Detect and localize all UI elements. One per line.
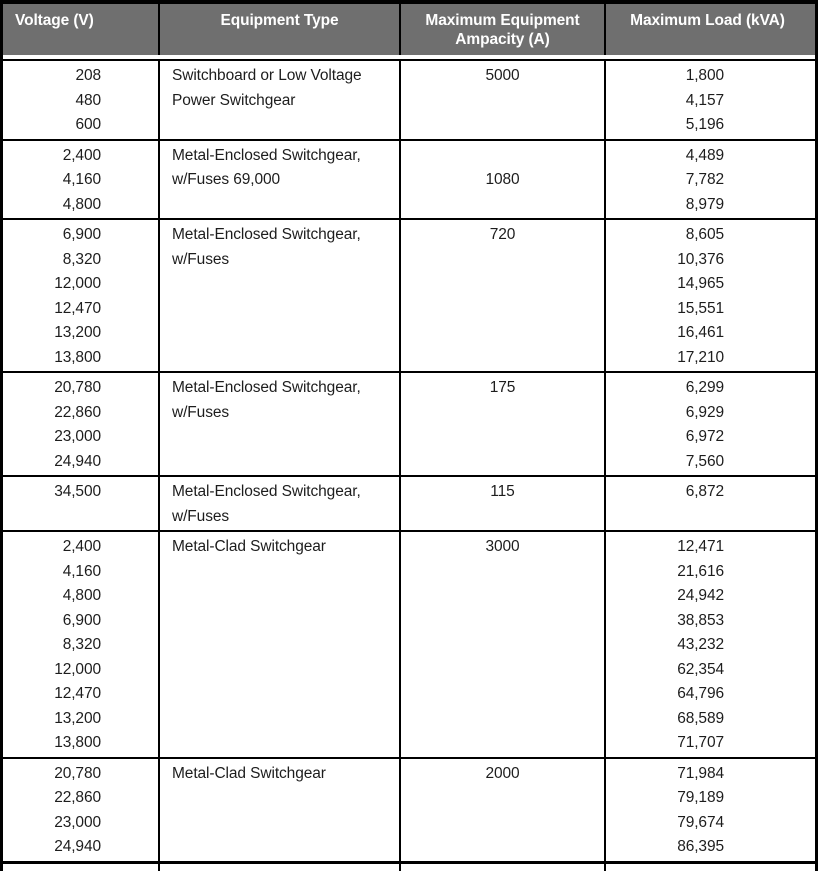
equipment-line: Power Switchgear (172, 91, 296, 109)
voltage-value: 2,400 (62, 538, 101, 555)
equipment-line: Switchboard or Low Voltage (172, 67, 362, 84)
load-value: 62,354 (677, 660, 724, 678)
voltage-value: 13,800 (54, 734, 101, 751)
header-max-ampacity: Maximum Equipment Ampacity (A) (399, 4, 604, 55)
load-value: 16,461 (677, 324, 724, 341)
voltage-value: 34,500 (54, 483, 101, 500)
header-max-load: Maximum Load (kVA) (604, 4, 809, 55)
voltage-value: 13,200 (54, 324, 101, 341)
voltage-value: 23,000 (54, 813, 101, 831)
load-value: 43,232 (677, 636, 724, 653)
voltage-value: 480 (75, 91, 101, 109)
voltage-value: 6,900 (62, 611, 101, 629)
load-value: 8,605 (685, 226, 724, 243)
load-value: 6,929 (685, 403, 724, 421)
equipment-line: Metal-Enclosed Switchgear, (172, 226, 361, 243)
load-value: 64,796 (677, 685, 724, 702)
load-value: 38,853 (677, 611, 724, 629)
voltage-value: 23,000 (54, 428, 101, 445)
voltage-value: 2,400 (62, 146, 101, 164)
voltage-value: 6,900 (62, 226, 101, 243)
table-row-group (3, 371, 815, 475)
load-value: 4,489 (685, 146, 724, 164)
load-value: 4,157 (685, 91, 724, 109)
load-value: 6,972 (685, 428, 724, 445)
stub-cell (399, 864, 604, 871)
stub-cell (158, 864, 399, 871)
load-cell (604, 61, 809, 139)
load-value: 79,189 (677, 789, 724, 806)
equipment-cell (158, 61, 399, 139)
header-equipment-type: Equipment Type (158, 4, 399, 55)
ampacity-cell (399, 61, 604, 139)
load-cell (604, 532, 809, 757)
voltage-value: 12,470 (54, 299, 101, 317)
equipment-cell (158, 477, 399, 530)
voltage-value: 12,470 (54, 685, 101, 702)
table-row-group (3, 139, 815, 219)
load-value: 1,800 (685, 67, 724, 84)
load-value: 6,872 (685, 483, 724, 500)
equipment-line: w/Fuses (172, 507, 230, 525)
load-cell (604, 373, 809, 475)
equipment-line: Metal-Clad Switchgear (172, 538, 326, 555)
equipment-cell (158, 141, 399, 219)
header-voltage: Voltage (V) (15, 12, 94, 29)
equipment-line: Metal-Enclosed Switchgear, (172, 483, 361, 500)
table-row-group (3, 218, 815, 371)
table-header-row (3, 4, 815, 55)
voltage-value: 24,940 (54, 452, 101, 470)
load-cell (604, 759, 809, 861)
load-value: 71,984 (677, 764, 724, 782)
voltage-cell (3, 477, 158, 530)
equipment-line: Metal-Enclosed Switchgear, (172, 379, 361, 396)
load-value: 15,551 (677, 299, 724, 317)
voltage-value: 22,860 (54, 403, 101, 421)
ampacity-value: 720 (489, 226, 516, 243)
voltage-cell (3, 141, 158, 219)
ampacity-value: 1080 (485, 171, 520, 188)
load-value: 21,616 (677, 562, 724, 580)
voltage-value: 24,940 (54, 838, 101, 855)
voltage-value: 8,320 (62, 250, 101, 268)
equipment-line: Metal-Enclosed Switchgear, (172, 146, 361, 164)
voltage-value: 12,000 (54, 275, 101, 292)
voltage-value: 4,800 (62, 587, 101, 604)
ampacity-cell (399, 373, 604, 475)
load-cell (604, 141, 809, 219)
load-value: 14,965 (677, 275, 724, 292)
load-value: 79,674 (677, 813, 724, 831)
stub-cell (3, 864, 158, 871)
table-body (3, 59, 815, 861)
voltage-cell (3, 61, 158, 139)
voltage-cell (3, 759, 158, 861)
voltage-value: 12,000 (54, 660, 101, 678)
voltage-value: 600 (75, 116, 101, 133)
load-value: 7,560 (685, 452, 724, 470)
ampacity-value: 115 (490, 483, 515, 500)
voltage-cell (3, 373, 158, 475)
ampacity-cell (399, 532, 604, 757)
load-value: 71,707 (677, 734, 724, 751)
stub-cell (604, 864, 809, 871)
load-value: 17,210 (677, 348, 724, 366)
voltage-value: 13,800 (54, 348, 101, 366)
equipment-cell (158, 220, 399, 371)
load-value: 7,782 (685, 171, 724, 188)
load-cell (604, 220, 809, 371)
load-value: 6,299 (685, 379, 724, 396)
load-value: 10,376 (677, 250, 724, 268)
ampacity-value: 2000 (485, 764, 520, 782)
equipment-cell (158, 532, 399, 757)
load-value: 5,196 (685, 116, 724, 133)
voltage-value: 4,160 (62, 171, 101, 188)
cropped-next-row-stub (0, 864, 818, 871)
voltage-value: 8,320 (62, 636, 101, 653)
equipment-line: w/Fuses (172, 403, 230, 421)
load-value: 8,979 (685, 195, 724, 213)
equipment-cell (158, 373, 399, 475)
voltage-cell (3, 220, 158, 371)
voltage-value: 4,800 (62, 195, 101, 213)
voltage-value: 4,160 (62, 562, 101, 580)
load-value: 68,589 (677, 709, 724, 727)
ampacity-value: 5000 (485, 67, 520, 84)
equipment-line: Metal-Clad Switchgear (172, 764, 326, 782)
ampacity-cell (399, 759, 604, 861)
voltage-value: 20,780 (54, 764, 101, 782)
voltage-cell (3, 532, 158, 757)
voltage-value: 208 (75, 67, 101, 84)
voltage-value: 22,860 (54, 789, 101, 806)
table-row-group (3, 757, 815, 861)
ampacity-value: 175 (489, 379, 516, 396)
table-row-group (3, 530, 815, 757)
equipment-line: w/Fuses (172, 250, 230, 268)
table-row-group (3, 61, 815, 139)
ampacity-cell (399, 220, 604, 371)
equipment-line: w/Fuses 69,000 (172, 171, 281, 188)
ampacity-cell (399, 477, 604, 530)
ampacity-cell (399, 141, 604, 219)
voltage-value: 13,200 (54, 709, 101, 727)
voltage-value: 20,780 (54, 379, 101, 396)
load-value: 12,471 (677, 538, 724, 555)
table-row-group (3, 475, 815, 530)
load-cell (604, 477, 809, 530)
load-value: 24,942 (677, 587, 724, 604)
ampacity-value: 3000 (485, 538, 520, 555)
equipment-cell (158, 759, 399, 861)
load-value: 86,395 (677, 838, 724, 855)
